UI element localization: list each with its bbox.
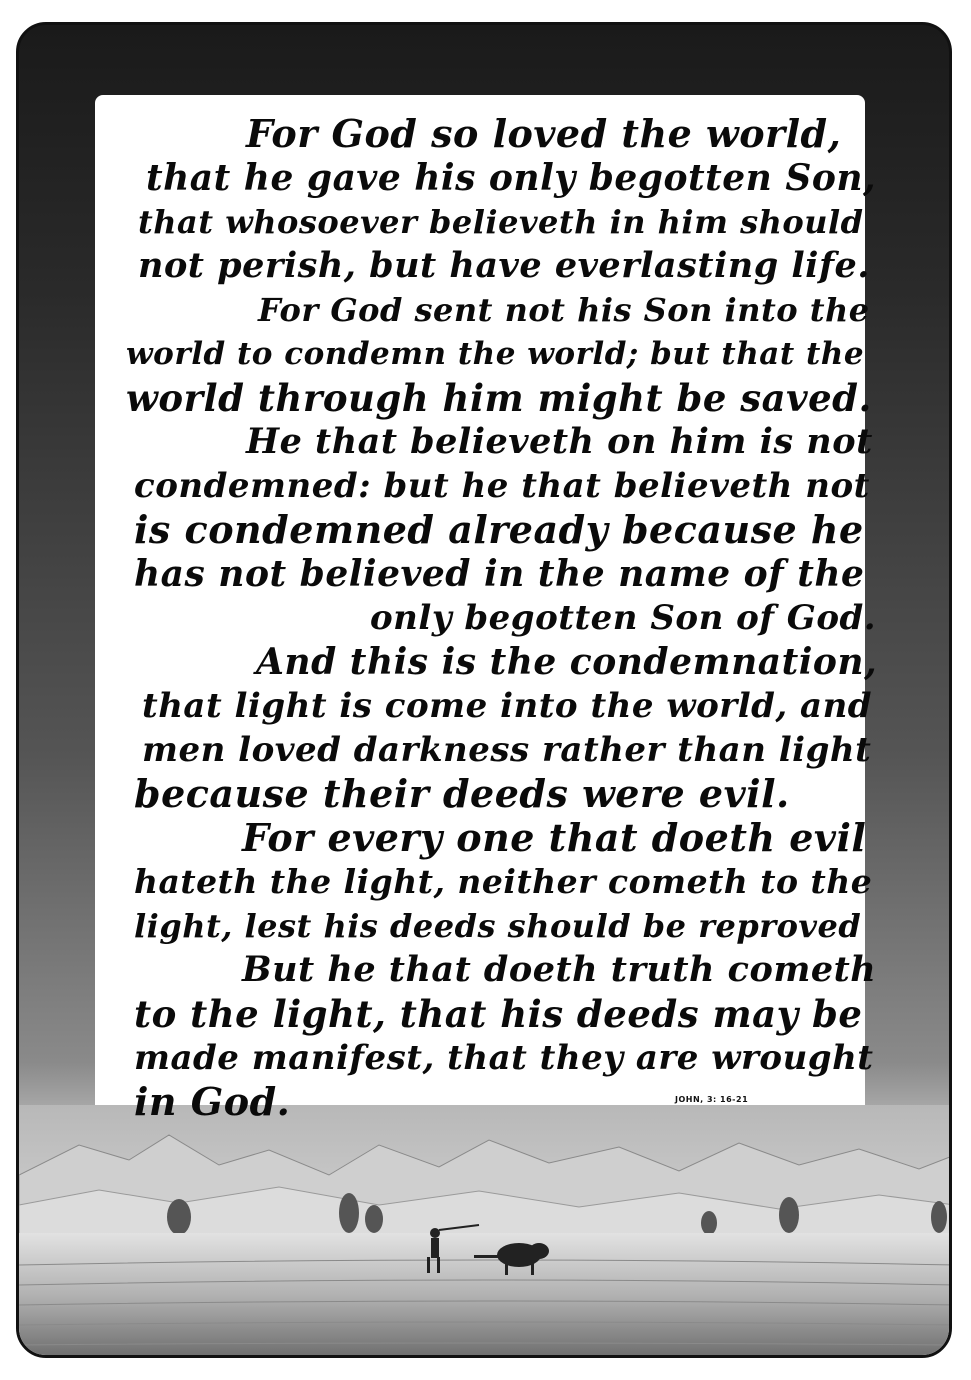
scripture-line: to the light, that his deeds may be [134, 992, 863, 1036]
scripture-line: has not believed in the name of the [134, 553, 865, 595]
scripture-line: in God. [134, 1079, 291, 1124]
scripture-line: not perish, but have everlasting life. [138, 245, 870, 286]
scripture-line: that light is come into the world, and [142, 686, 873, 726]
scripture-line: For every one that doeth evil [242, 815, 867, 860]
scripture-line: world to condemn the world; but that the [126, 336, 865, 372]
scripture-line: men loved darkness rather than light [142, 730, 872, 770]
scripture-line: only begotten Son of God. [370, 598, 877, 638]
scripture-line: made manifest, that they are wrought [134, 1038, 874, 1078]
scripture-line: that whosoever believeth in him should [138, 203, 864, 241]
landscape-illustration [19, 1105, 952, 1358]
scripture-line: world through him might be saved. [126, 376, 872, 420]
scripture-line: And this is the condemnation, [256, 641, 878, 683]
scripture-line: hateth the light, neither cometh to the [134, 862, 873, 901]
scripture-line: is condemned already because he [134, 507, 864, 552]
scripture-line: light, lest his deeds should be reproved [134, 907, 862, 945]
scripture-line: He that believeth on him is not [246, 421, 873, 462]
scripture-line: that he gave his only begotten Son, [146, 157, 877, 199]
scripture-line: For God so loved the world, [246, 111, 842, 156]
scripture-line: For God sent not his Son into the [258, 291, 870, 329]
scripture-line: But he that doeth truth cometh [242, 949, 877, 990]
scripture-line: condemned: but he that believeth not [134, 466, 870, 506]
scripture-citation: JOHN, 3: 16-21 [675, 1095, 749, 1104]
scripture-line: because their deeds were evil. [134, 771, 790, 816]
